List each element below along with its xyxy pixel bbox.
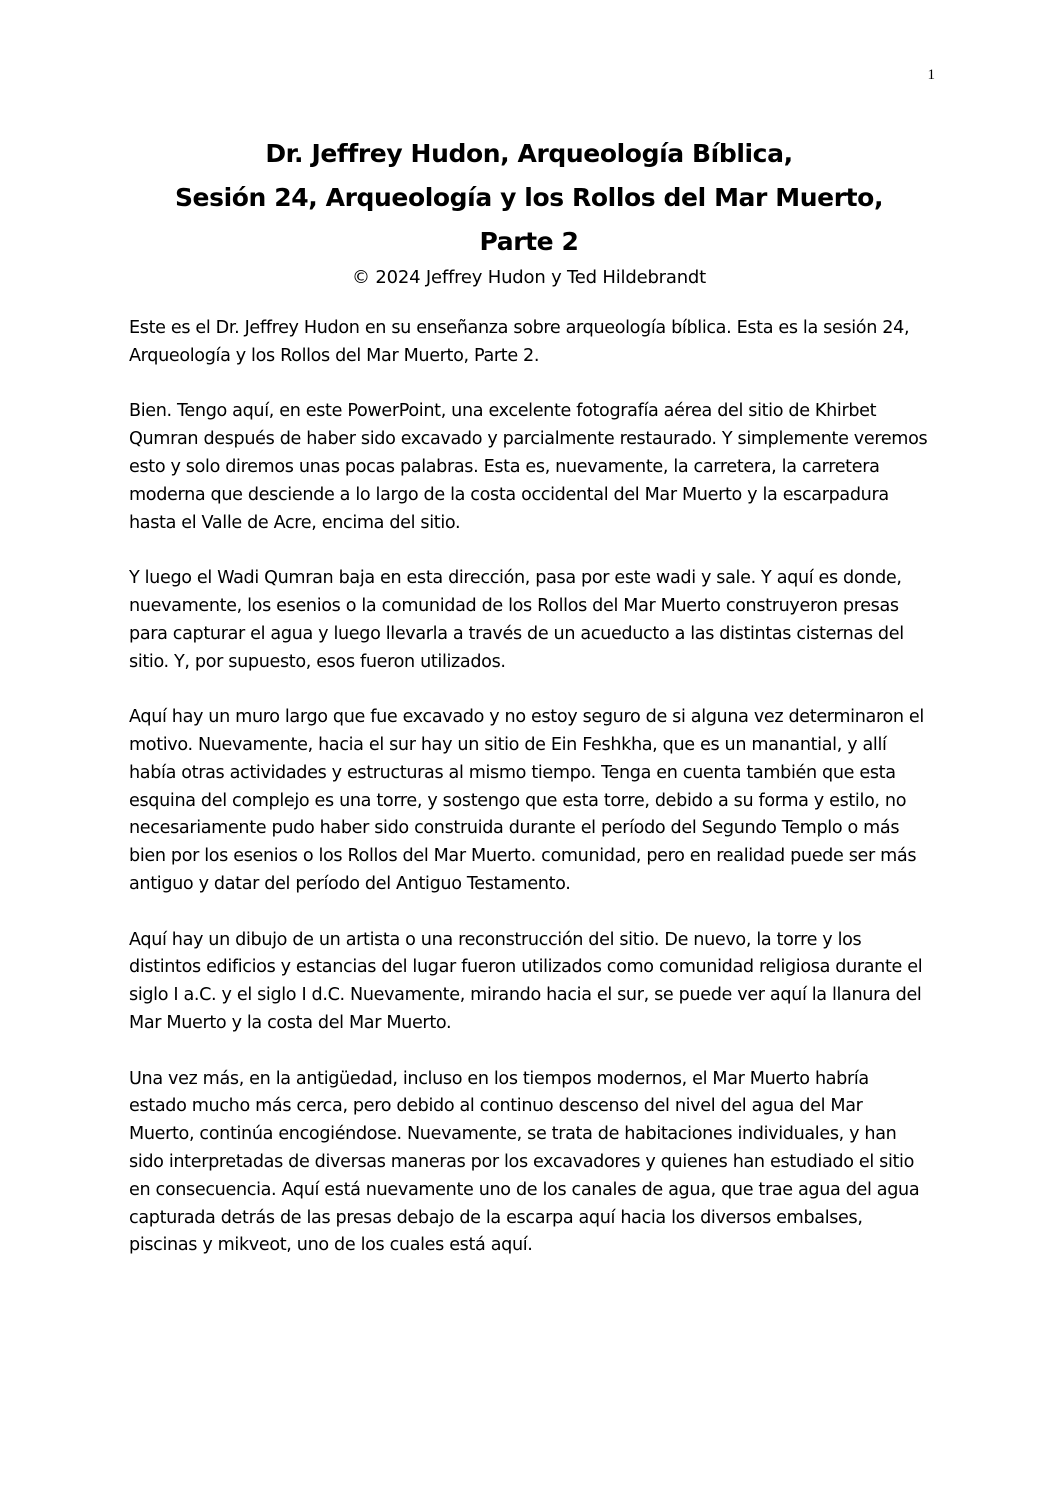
title-block bbox=[120, 132, 938, 290]
paragraph-2: Bien. Tengo aquí, en este PowerPoint, una excelente fotografía aérea del sitio de Khirbet Qumran después de haber sido excavado y parcialmente restaurado. Y simplemente veremos esto y solo diremos unas pocas palabras. Esta es, nuevamente, la carretera, la carretera moderna que desciende a lo largo de la costa occidental del Mar Muerto y la escarpadura hasta el Valle de Acre, encima del sitio. bbox=[129, 401, 928, 533]
paragraph-1: Este es el Dr. Jeffrey Hudon en su enseñanza sobre arqueología bíblica. Esta es la sesión 24, Arqueología y los Rollos del Mar Muerto, Parte 2. bbox=[129, 318, 910, 366]
document-title-line-3: Parte 2 bbox=[479, 227, 579, 256]
document-title-line-1: Dr. Jeffrey Hudon, Arqueología Bíblica, bbox=[265, 139, 793, 168]
page-number: 1 bbox=[927, 67, 935, 83]
paragraph-3: Y luego el Wadi Qumran baja en esta dirección, pasa por este wadi y sale. Y aquí es donde, nuevamente, los esenios o la comunidad de los Rollos del Mar Muerto construyeron presas para capturar el agua y luego llevarla a través de un acueducto a las distintas cisternas del sitio. Y, por supuesto, esos fueron utilizados. bbox=[129, 568, 904, 672]
paragraph-4: Aquí hay un muro largo que fue excavado y no estoy seguro de si alguna vez determinaron el motivo. Nuevamente, hacia el sur hay un sitio de Ein Feshkha, que es un manantial, y allí había otras actividades y estructuras al mismo tiempo. Tenga en cuenta también que esta esquina del complejo es una torre, y sostengo que esta torre, debido a su forma y estilo, no necesariamente pudo haber sido construida durante el período del Segundo Templo o más bien por los esenios o los Rollos del Mar Muerto. comunidad, pero en realidad puede ser más antiguo y datar del período del Antiguo Testamento. bbox=[129, 707, 924, 894]
copyright-notice: © 2024 Jeffrey Hudon y Ted Hildebrandt bbox=[352, 267, 706, 288]
document-body bbox=[129, 315, 929, 1288]
document-title-line-2: Sesión 24, Arqueología y los Rollos del Mar Muerto, bbox=[174, 183, 884, 212]
paragraph-5: Aquí hay un dibujo de un artista o una reconstrucción del sitio. De nuevo, la torre y los distintos edificios y estancias del lugar fueron utilizados como comunidad religiosa durante el siglo I a.C. y el siglo I d.C. Nuevamente, mirando hacia el sur, se puede ver aquí la llanura del Mar Muerto y la costa del Mar Muerto. bbox=[129, 929, 923, 1033]
paragraph-6: Una vez más, en la antigüedad, incluso en los tiempos modernos, el Mar Muerto habría estado mucho más cerca, pero debido al continuo descenso del nivel del agua del Mar Muerto, continúa encogiéndose. Nuevamente, se trata de habitaciones individuales, y han sido interpretadas de diversas maneras por los excavadores y quienes han estudiado el sitio en consecuencia. Aquí está nuevamente uno de los canales de agua, que trae agua del agua capturada detrás de las presas debajo de la escarpa aquí hacia los diversos embalses, piscinas y mikveot, uno de los cuales está aquí. bbox=[129, 1068, 920, 1256]
